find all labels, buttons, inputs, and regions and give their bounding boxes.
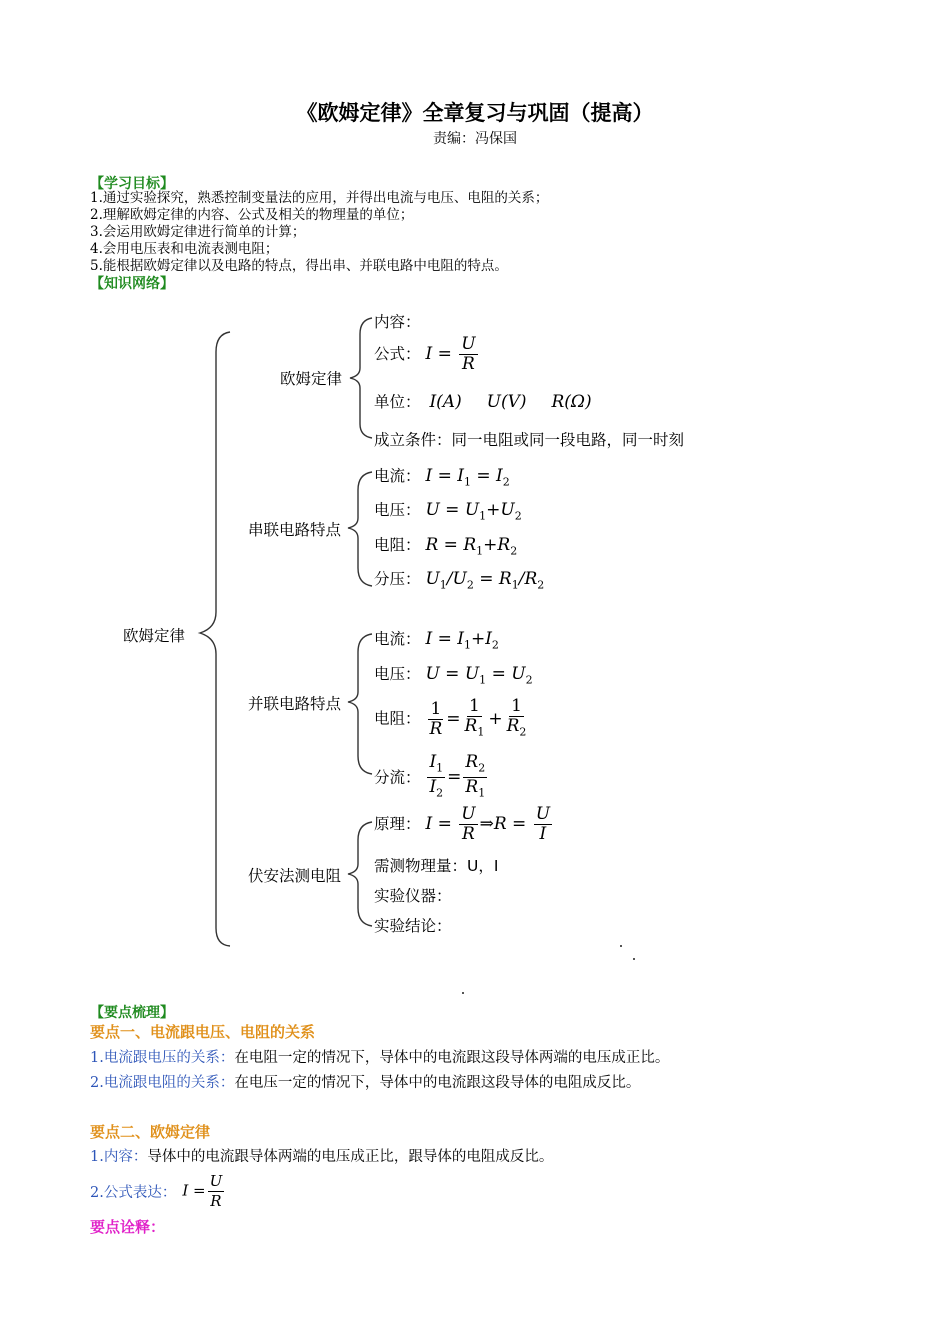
ohm-label: 欧姆定律 bbox=[280, 370, 343, 388]
kp1-p1-label: 1.电流跟电压的关系： bbox=[90, 1050, 235, 1066]
goals-heading: 【学习目标】 bbox=[90, 176, 174, 192]
parallel-current bbox=[374, 627, 499, 651]
ohm-condition: 成立条件：同一电阻或同一段电路，同一时刻 bbox=[374, 431, 685, 449]
root-label: 欧姆定律 bbox=[123, 627, 186, 645]
kp2-formula-math: I = $\frac{U}{R}$ bbox=[182, 1172, 223, 1210]
va-instruments: 实验仪器： bbox=[374, 887, 452, 905]
series-current-label: 电流： bbox=[374, 467, 421, 485]
ohm-unit bbox=[374, 390, 592, 412]
series-brace bbox=[348, 472, 372, 586]
kp1-title: 要点一、电流跟电压、电阻的关系 bbox=[90, 1023, 316, 1041]
parallel-resistance-math: $\frac{1}{R}$ = $\frac{1}{R_1}$ + $\frac{1}{R_2}$ bbox=[429, 696, 527, 739]
parallel-resistance-label: 电阻： bbox=[374, 709, 421, 728]
series-resistance-math: $R = R_1+R_2$ bbox=[425, 535, 518, 558]
scan-dot bbox=[462, 992, 464, 994]
editor-line: 责编：冯保国 bbox=[433, 131, 517, 147]
unit-current: I(A) bbox=[429, 392, 462, 412]
ohm-formula-math: I = $\frac{U}{R}$ bbox=[425, 334, 476, 374]
ohm-content: 内容： bbox=[374, 313, 421, 331]
kp2-title: 要点二、欧姆定律 bbox=[90, 1123, 211, 1141]
series-resistance bbox=[374, 533, 517, 557]
ohm-brace bbox=[350, 318, 372, 438]
series-current-math: $I = I_1 = I_2$ bbox=[425, 466, 510, 489]
goal-item: 4.会用电压表和电流表测电阻； bbox=[90, 241, 279, 257]
root-brace bbox=[200, 332, 230, 946]
parallel-divide-math: $\frac{I_1}{I_2}$ = $\frac{R_2}{R_1}$ bbox=[429, 752, 486, 800]
unit-voltage: U(V) bbox=[486, 392, 527, 412]
series-voltage bbox=[374, 498, 522, 522]
kp2-p1-label: 1.内容： bbox=[90, 1149, 148, 1165]
va-quantities: 需测物理量：U，I bbox=[374, 857, 499, 875]
unit-resistance: R(Ω) bbox=[551, 392, 592, 412]
kp2-paragraph-2 bbox=[90, 1172, 226, 1211]
parallel-divide bbox=[374, 753, 489, 803]
series-resistance-label: 电阻： bbox=[374, 536, 421, 554]
va-conclusion: 实验结论： bbox=[374, 917, 452, 935]
parallel-resistance bbox=[374, 697, 530, 741]
kp1-p2-text: 在电压一定的情况下，导体中的电流跟这段导体的电阻成反比。 bbox=[234, 1075, 641, 1091]
series-divide bbox=[374, 567, 544, 591]
network-heading: 【知识网络】 bbox=[90, 276, 174, 292]
series-voltage-math: $U = U_1+U_2$ bbox=[425, 500, 522, 523]
scan-dot bbox=[620, 945, 622, 947]
va-principle-math: I = $\frac{U}{R}$ ⇒R = $\frac{U}{I}$ bbox=[425, 804, 551, 844]
ohm-formula bbox=[374, 335, 480, 374]
kp1-p2-label: 2.电流跟电阻的关系： bbox=[90, 1075, 235, 1091]
kp2-p2-label: 2.公式表达： bbox=[90, 1185, 177, 1201]
goal-item: 1.通过实验探究，熟悉控制变量法的应用，并得出电流与电压、电阻的关系； bbox=[90, 190, 549, 206]
parallel-label: 并联电路特点 bbox=[248, 695, 342, 713]
parallel-divide-label: 分流： bbox=[374, 768, 421, 787]
va-principle-label: 原理： bbox=[374, 815, 421, 833]
va-brace bbox=[348, 822, 372, 926]
kp1-p1-text: 在电阻一定的情况下，导体中的电流跟这段导体两端的电压成正比。 bbox=[234, 1050, 670, 1066]
va-label: 伏安法测电阻 bbox=[248, 867, 342, 885]
parallel-current-label: 电流： bbox=[374, 630, 421, 648]
ohm-unit-label: 单位： bbox=[374, 393, 421, 411]
parallel-brace bbox=[348, 634, 372, 774]
ohm-formula-label: 公式： bbox=[374, 345, 421, 363]
va-principle bbox=[374, 805, 554, 844]
keypoints-heading: 【要点梳理】 bbox=[90, 1005, 174, 1021]
page-title: 《欧姆定律》全章复习与巩固（提高） bbox=[296, 100, 654, 125]
goal-item: 2.理解欧姆定律的内容、公式及相关的物理量的单位； bbox=[90, 207, 414, 223]
kp1-paragraph-1 bbox=[90, 1046, 669, 1067]
explain-heading: 要点诠释： bbox=[90, 1218, 166, 1236]
series-voltage-label: 电压： bbox=[374, 501, 421, 519]
parallel-current-math: $I = I_1+I_2$ bbox=[425, 629, 499, 652]
goal-item: 5.能根据欧姆定律以及电路的特点，得出串、并联电路中电阻的特点。 bbox=[90, 258, 508, 274]
kp1-paragraph-2 bbox=[90, 1071, 640, 1092]
goal-item: 3.会运用欧姆定律进行简单的计算； bbox=[90, 224, 306, 240]
kp2-p1-text: 导体中的电流跟导体两端的电压成正比，跟导体的电阻成反比。 bbox=[147, 1149, 554, 1165]
parallel-voltage-label: 电压： bbox=[374, 665, 421, 683]
parallel-voltage-math: $U = U_1 = U_2$ bbox=[425, 664, 533, 687]
series-divide-math: $U_1/U_2 = R_1/R_2$ bbox=[425, 569, 545, 592]
series-divide-label: 分压： bbox=[374, 570, 421, 588]
kp2-paragraph-1 bbox=[90, 1145, 553, 1166]
series-current bbox=[374, 464, 510, 488]
scan-dot bbox=[633, 958, 635, 960]
parallel-voltage bbox=[374, 662, 533, 686]
series-label: 串联电路特点 bbox=[248, 521, 342, 539]
